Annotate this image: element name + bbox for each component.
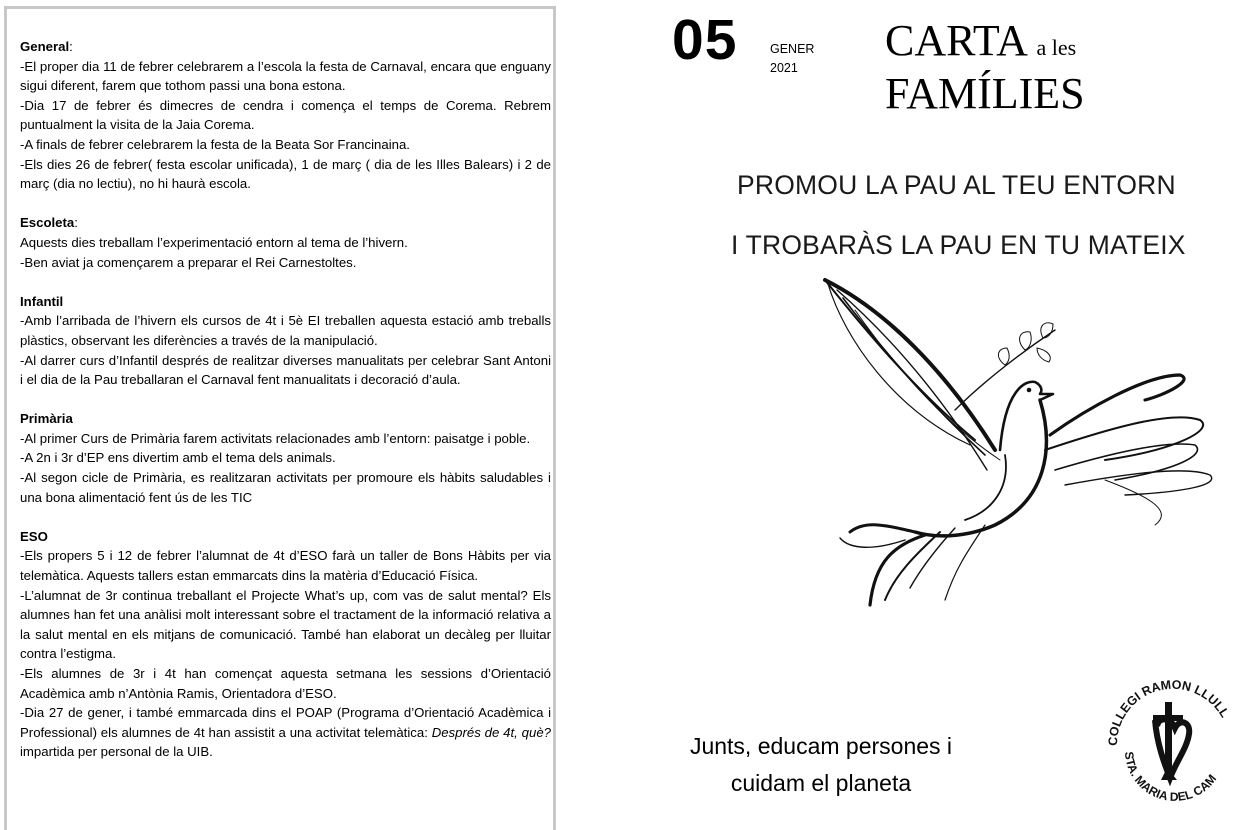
section-general <box>20 37 551 194</box>
news-content <box>20 37 551 782</box>
section-heading: General: <box>20 39 73 54</box>
newsletter-title-line1 <box>885 16 1077 65</box>
section-infantil <box>20 292 551 390</box>
section-heading: Infantil <box>20 293 64 309</box>
section-paragraph: -Al darrer curs d’Infantil després de realitzar diverses manualitats per celebrar Sant Antoni i el dia de la Pau treballaran el Carnaval fent manualitats i decoració d’aula. <box>20 352 551 388</box>
crest-text-bottom: STA. MARIA DEL CAM <box>1121 750 1220 804</box>
section-paragraph: -A finals de febrer celebrarem la festa de la Beata Sor Francinaina. <box>20 136 410 152</box>
slogan-line1: Junts, educam persones i <box>689 733 953 759</box>
school-slogan <box>662 728 980 802</box>
crest-text-top: COLLEGI RAMON LLULL <box>1105 677 1232 747</box>
section-escoleta <box>20 213 551 272</box>
section-heading: Escoleta: <box>20 215 78 231</box>
section-paragraph: -L’alumnat de 3r continua treballant el Projecte What’s up, com vas de salut mental? Els alumnes han fet una anàlisi molt interessant sobre el tractament de la informació relativa a la salut mental en els mitjans de comunicació. També han elaborat un decàleg per lluitar contra l’estigma. <box>20 587 551 662</box>
issue-date <box>770 40 814 78</box>
section-paragraph: -Al segon cicle de Primària, es realitzaran activitats per promoure els hàbits saludables i una bona alimentació fent ús de les TIC <box>20 470 551 505</box>
section-paragraph: -A 2n i 3r d’EP ens divertim amb el tema dels animals. <box>20 450 336 466</box>
cross-heart-emblem-icon <box>1153 702 1189 780</box>
section-primària <box>20 409 551 507</box>
title-a-les: a les <box>1036 35 1077 60</box>
section-heading: ESO <box>20 528 48 544</box>
section-paragraph: -Ben aviat ja començarem a preparar el Rei Carnestoltes. <box>20 254 357 270</box>
newsletter-title-line2: FAMÍLIES <box>885 69 1085 118</box>
left-column-panel <box>4 6 556 830</box>
section-paragraph: -Dia 17 de febrer és dimecres de cendra i comença el temps de Corema. Rebrem puntualment la visita de la Jaia Corema. <box>20 97 551 133</box>
school-crest-logo <box>1095 660 1245 810</box>
issue-year: 2021 <box>770 61 798 75</box>
section-paragraph: -El proper dia 11 de febrer celebrarem a l’escola la festa de Carnaval, encara que enguany sigui diferent, farem que tothom passi una bona estona. <box>20 58 551 94</box>
section-paragraph: -Al primer Curs de Primària farem activitats relacionades amb l’entorn: paisatge i poble. <box>20 430 531 446</box>
issue-number: 05 <box>672 8 738 72</box>
section-paragraph-last: -Dia 27 de gener, i també emmarcada dins el POAP (Programa d’Orientació Acadèmica i Professional) els alumnes de 4t han assistit a una activitat telemàtica: Després de 4t, què? impartida per personal de la UIB. <box>20 705 551 760</box>
section-eso <box>20 527 551 762</box>
section-paragraph: -Els propers 5 i 12 de febrer l’alumnat de 4t d’ESO farà un taller de Bons Hàbits per via telemàtica. Aquests tallers estan emmarcats dins la matèria d’Educació Física. <box>20 548 551 584</box>
peace-motto-line1: PROMOU LA PAU AL TEU ENTORN <box>737 170 1176 200</box>
slogan-line2: cuidam el planeta <box>730 770 912 796</box>
section-paragraph: -Amb l’arribada de l’hivern els cursos de 4t i 5è EI treballen aquesta estació amb treballs plàstics, observant les diferències a través de la manipulació. <box>20 313 551 348</box>
peace-dove-illustration <box>725 270 1225 620</box>
section-paragraph: -Els dies 26 de febrer( festa escolar unificada), 1 de març ( dia de les Illes Balears) i 2 de març (dia no lectiu), no hi haurà escola. <box>20 156 551 192</box>
section-paragraph: Aquests dies treballam l’experimentació entorn al tema de l’hivern. <box>20 234 408 250</box>
section-paragraph: -Els alumnes de 3r i 4t han començat aquesta setmana les sessions d’Orientació Acadèmica amb n’Antònia Ramis, Orientadora d’ESO. <box>20 666 551 701</box>
title-carta: CARTA <box>885 16 1026 65</box>
issue-month: GENER <box>770 42 815 56</box>
section-heading: Primària <box>20 411 73 427</box>
peace-motto-line2: I TROBARÀS LA PAU EN TU MATEIX <box>731 230 1186 260</box>
